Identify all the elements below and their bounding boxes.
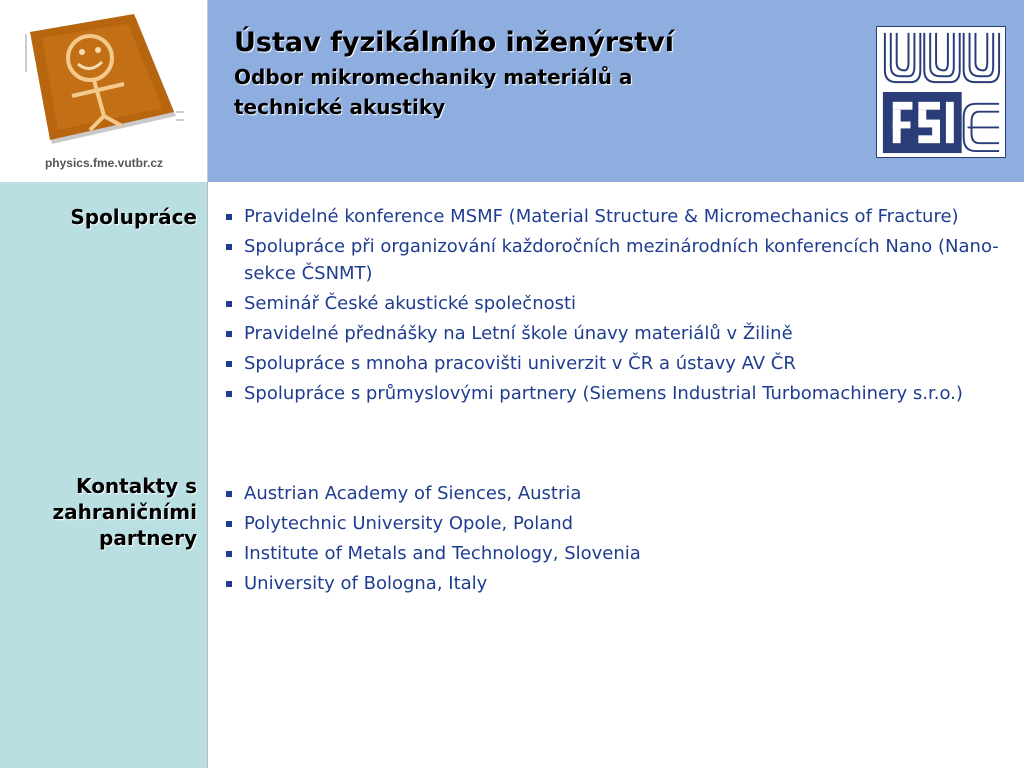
list-item-text: Pravidelné přednášky na Letní škole únavy materiálů v Žilině	[244, 323, 793, 344]
list-item-text: Spolupráce s průmyslovými partnery (Siemens Industrial Turbomachinery s.r.o.)	[244, 383, 963, 404]
vut-fsi-logo-icon	[876, 26, 1006, 158]
list-item	[224, 290, 1004, 317]
square-bullet-icon	[226, 244, 232, 250]
list-item	[224, 233, 1004, 287]
list-item-text: Polytechnic University Opole, Poland	[244, 513, 574, 534]
list-item-text: Seminář České akustické společnosti	[244, 293, 577, 314]
square-bullet-icon	[226, 331, 232, 337]
list-item-text: Spolupráce při organizování každoročních mezinárodních konferencích Nano (Nano-sekce ČSNMT)	[244, 236, 999, 284]
square-bullet-icon	[226, 301, 232, 307]
sidebar	[0, 182, 208, 768]
list-item	[224, 480, 1004, 507]
square-bullet-icon	[226, 491, 232, 497]
list-item-text: Institute of Metals and Technology, Slovenia	[244, 543, 641, 564]
list-item	[224, 570, 1004, 597]
list-item-text: Pravidelné konference MSMF (Material Structure & Micromechanics of Fracture)	[244, 206, 959, 227]
heading-line: Kontakty s	[76, 474, 197, 498]
page-subtitle-line2: technické akustiky	[234, 95, 446, 119]
cooperation-list	[224, 203, 1004, 410]
square-bullet-icon	[226, 214, 232, 220]
list-item	[224, 540, 1004, 567]
list-item-text: Austrian Academy of Siences, Austria	[244, 483, 582, 504]
heading-line: partnery	[99, 526, 197, 550]
header	[208, 0, 1024, 182]
square-bullet-icon	[226, 551, 232, 557]
section-heading-cooperation: Spolupráce	[70, 205, 197, 229]
list-item-text: University of Bologna, Italy	[244, 573, 488, 594]
afm-smiley-figure-icon	[24, 12, 192, 152]
content	[208, 182, 1024, 768]
square-bullet-icon	[226, 581, 232, 587]
list-item	[224, 380, 1004, 407]
list-item	[224, 203, 1004, 230]
square-bullet-icon	[226, 391, 232, 397]
title-block	[234, 24, 834, 122]
logo-panel	[0, 0, 208, 182]
site-url: physics.fme.vutbr.cz	[44, 156, 164, 170]
list-item	[224, 510, 1004, 537]
square-bullet-icon	[226, 521, 232, 527]
list-item-text: Spolupráce s mnoha pracovišti univerzit v ČR a ústavy AV ČR	[244, 353, 796, 374]
list-item	[224, 320, 1004, 347]
page-title: Ústav fyzikálního inženýrství	[234, 27, 674, 58]
section-heading-foreign-contacts	[7, 473, 197, 551]
list-item	[224, 350, 1004, 377]
page-subtitle-line1: Odbor mikromechaniky materiálů a	[234, 65, 633, 89]
foreign-partners-list	[224, 480, 1004, 600]
heading-line: zahraničními	[52, 500, 197, 524]
square-bullet-icon	[226, 361, 232, 367]
